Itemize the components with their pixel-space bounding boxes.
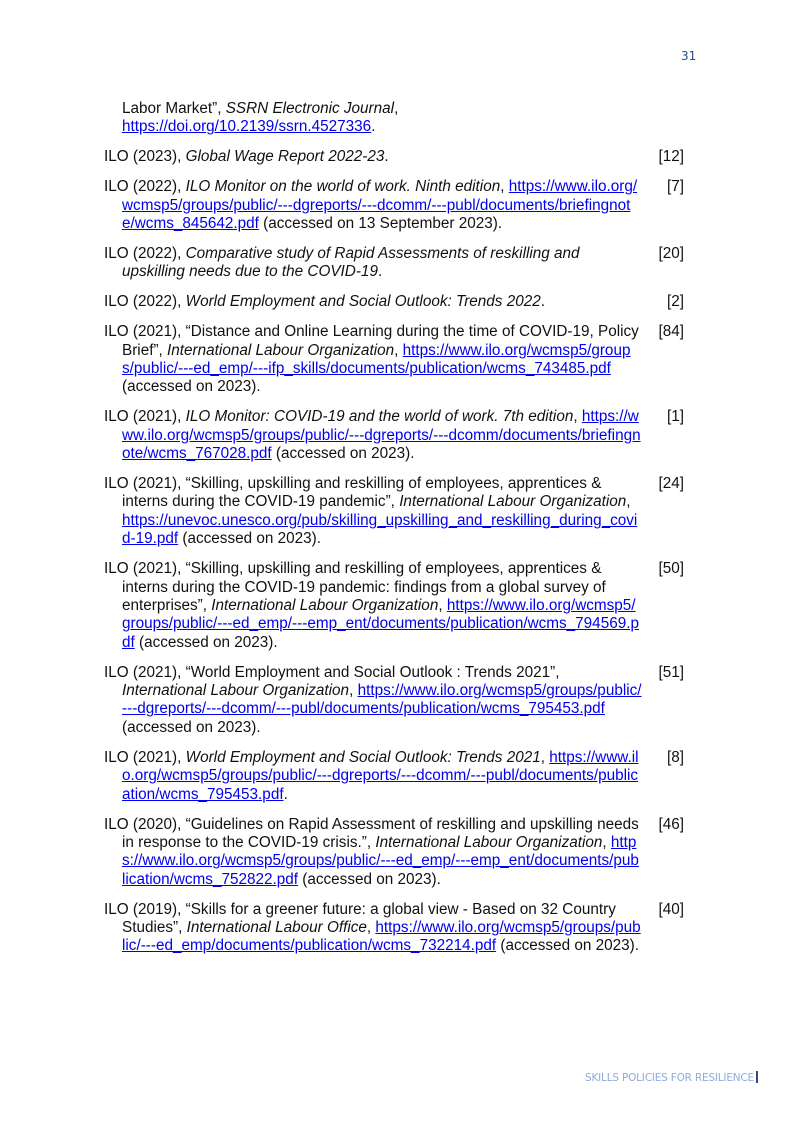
reference-entry [104, 816, 686, 890]
reference-title: ILO Monitor on the world of work. Ninth edition [185, 178, 501, 196]
reference-number: [7] [666, 178, 684, 196]
reference-link[interactable]: https://unevoc.unesco.org/pub/skilling_upskilling_and_reskilling_during_covid-19.pdf [122, 511, 638, 548]
reference-entry [104, 560, 686, 652]
reference-punct: , [626, 493, 631, 511]
reference-punct: , [500, 178, 505, 196]
reference-punct: , [602, 833, 611, 851]
reference-suffix: (accessed on 2023). [496, 937, 639, 955]
reference-title: International Labour Organization [122, 682, 350, 700]
reference-suffix: (accessed on 2023). [122, 378, 261, 396]
reference-text: ILO (2021), [104, 748, 186, 766]
reference-number: [8] [666, 748, 684, 766]
reference-punct: . [377, 263, 383, 281]
reference-punct: , [438, 596, 443, 614]
reference-link[interactable]: https://www.ilo.org/wcmsp5/groups/public/---ed_emp/---emp_ent/documents/publication/wcms_752822.pdf [122, 833, 639, 888]
reference-punct: . [371, 118, 376, 136]
reference-title: Comparative study of Rapid Assessments of reskilling and upskilling needs due to the COVID-19 [122, 244, 580, 281]
reference-title: World Employment and Social Outlook: Trends 2022 [185, 293, 541, 311]
reference-text: Labor Market”, [122, 100, 226, 117]
reference-text: ILO (2021), “World Employment and Social Outlook : Trends 2021”, [104, 663, 560, 681]
reference-text: ILO (2022), [104, 293, 186, 311]
reference-journal: SSRN Electronic Journal [225, 100, 395, 117]
reference-entry [104, 293, 686, 311]
reference-number: [12] [658, 148, 684, 166]
reference-suffix: (accessed on 2023). [134, 633, 278, 651]
reference-text: ILO (2021), “Distance and Online Learning during the time of COVID-19, Policy Brief”, [104, 323, 639, 359]
reference-text: ILO (2022), [104, 244, 186, 262]
reference-link[interactable]: https://www.ilo.org/wcmsp5/groups/public/---dgreports/---dcomm/---publ/documents/publication/wcms_795453.pdf [122, 682, 642, 718]
reference-entry [104, 901, 686, 956]
reference-number: [46] [658, 815, 684, 833]
reference-number: [50] [658, 560, 684, 578]
reference-punct: , [573, 408, 578, 426]
reference-punct: , [366, 919, 372, 937]
reference-link[interactable]: https://www.ilo.org/wcmsp5/groups/public/---ed_emp/documents/publication/wcms_732214.pdf [122, 919, 641, 955]
reference-title: International Labour Organization [399, 493, 627, 511]
reference-number: [51] [658, 663, 684, 681]
reference-punct: , [349, 682, 354, 700]
reference-punct: , [540, 748, 545, 766]
reference-entries [104, 148, 686, 956]
reference-number: [1] [666, 408, 684, 426]
reference-text: ILO (2021), “Skilling, upskilling and reskilling of employees, apprentices & interns during the COVID-19 pandemic: findings from a global survey of enterprises”, [104, 560, 606, 614]
reference-suffix: (accessed on 13 September 2023). [258, 215, 503, 233]
reference-entry [104, 475, 686, 549]
reference-entry [104, 245, 686, 282]
reference-entry [104, 148, 686, 166]
reference-title: World Employment and Social Outlook: Trends 2021 [185, 748, 541, 766]
reference-link[interactable]: https://www.ilo.org/wcmsp5/groups/public/---dgreports/---dcomm/---publ/documents/publication/wcms_795453.pdf [122, 748, 639, 803]
reference-suffix: (accessed on 2023). [298, 870, 441, 888]
reference-link[interactable]: https://www.ilo.org/wcmsp5/groups/public/---dgreports/---dcomm/---publ/documents/briefingnote/wcms_845642.pdf [122, 178, 638, 233]
reference-punct: , [394, 341, 399, 359]
reference-punct: . [540, 293, 545, 311]
reference-text: ILO (2023), [104, 148, 186, 166]
reference-entry [104, 664, 686, 738]
reference-text: ILO (2021), [104, 408, 186, 426]
reference-entry [104, 749, 686, 804]
reference-link[interactable]: https://www.ilo.org/wcmsp5/groups/public/---dgreports/---dcomm/documents/briefingnote/wcms_767028.pdf [122, 408, 641, 463]
reference-list [104, 100, 686, 967]
reference-link[interactable]: https://doi.org/10.2139/ssrn.4527336 [122, 118, 372, 136]
reference-title: International Labour Organization [375, 833, 603, 851]
reference-title: Global Wage Report 2022-23 [185, 148, 385, 166]
reference-suffix: (accessed on 2023). [271, 445, 415, 463]
reference-entry [104, 408, 686, 463]
reference-suffix: . [283, 785, 288, 803]
reference-title: International Labour Organization [167, 341, 395, 359]
reference-entry [104, 178, 686, 233]
reference-number: [84] [658, 323, 684, 341]
reference-title: International Labour Office [186, 919, 367, 937]
reference-link[interactable]: https://www.ilo.org/wcmsp5/groups/public/---ed_emp/---ifp_skills/documents/publication/wcms_743485.pdf [122, 341, 631, 377]
reference-title: ILO Monitor: COVID-19 and the world of work. 7th edition [185, 408, 574, 426]
reference-text: ILO (2021), “Skilling, upskilling and reskilling of employees, apprentices & interns during the COVID-19 pandemic”, [104, 475, 602, 511]
reference-suffix: (accessed on 2023). [178, 530, 321, 548]
reference-suffix: (accessed on 2023). [122, 718, 261, 736]
reference-punct: . [384, 148, 389, 166]
reference-text: ILO (2022), [104, 178, 186, 196]
footer-title [585, 1071, 758, 1084]
reference-entry [104, 323, 686, 397]
reference-title: International Labour Organization [211, 596, 439, 614]
page-number: 31 [681, 49, 697, 63]
reference-text: ILO (2019), “Skills for a greener future: a global view - Based on 32 Country Studies”, [104, 900, 616, 937]
reference-text: ILO (2020), “Guidelines on Rapid Assessment of reskilling and upskilling needs in response to the COVID-19 crisis.”, [104, 815, 639, 851]
reference-number: [20] [658, 244, 684, 262]
footer-bar [756, 1071, 758, 1083]
reference-punct: , [394, 100, 399, 117]
reference-link[interactable]: https://www.ilo.org/wcmsp5/groups/public/---ed_emp/---emp_ent/documents/publication/wcms_794569.pdf [122, 596, 639, 651]
reference-continuation [104, 100, 686, 137]
footer-text: SKILLS POLICIES FOR RESILIENCE [585, 1072, 754, 1084]
reference-number: [2] [666, 293, 684, 311]
reference-number: [24] [658, 475, 684, 492]
reference-number: [40] [658, 900, 684, 918]
